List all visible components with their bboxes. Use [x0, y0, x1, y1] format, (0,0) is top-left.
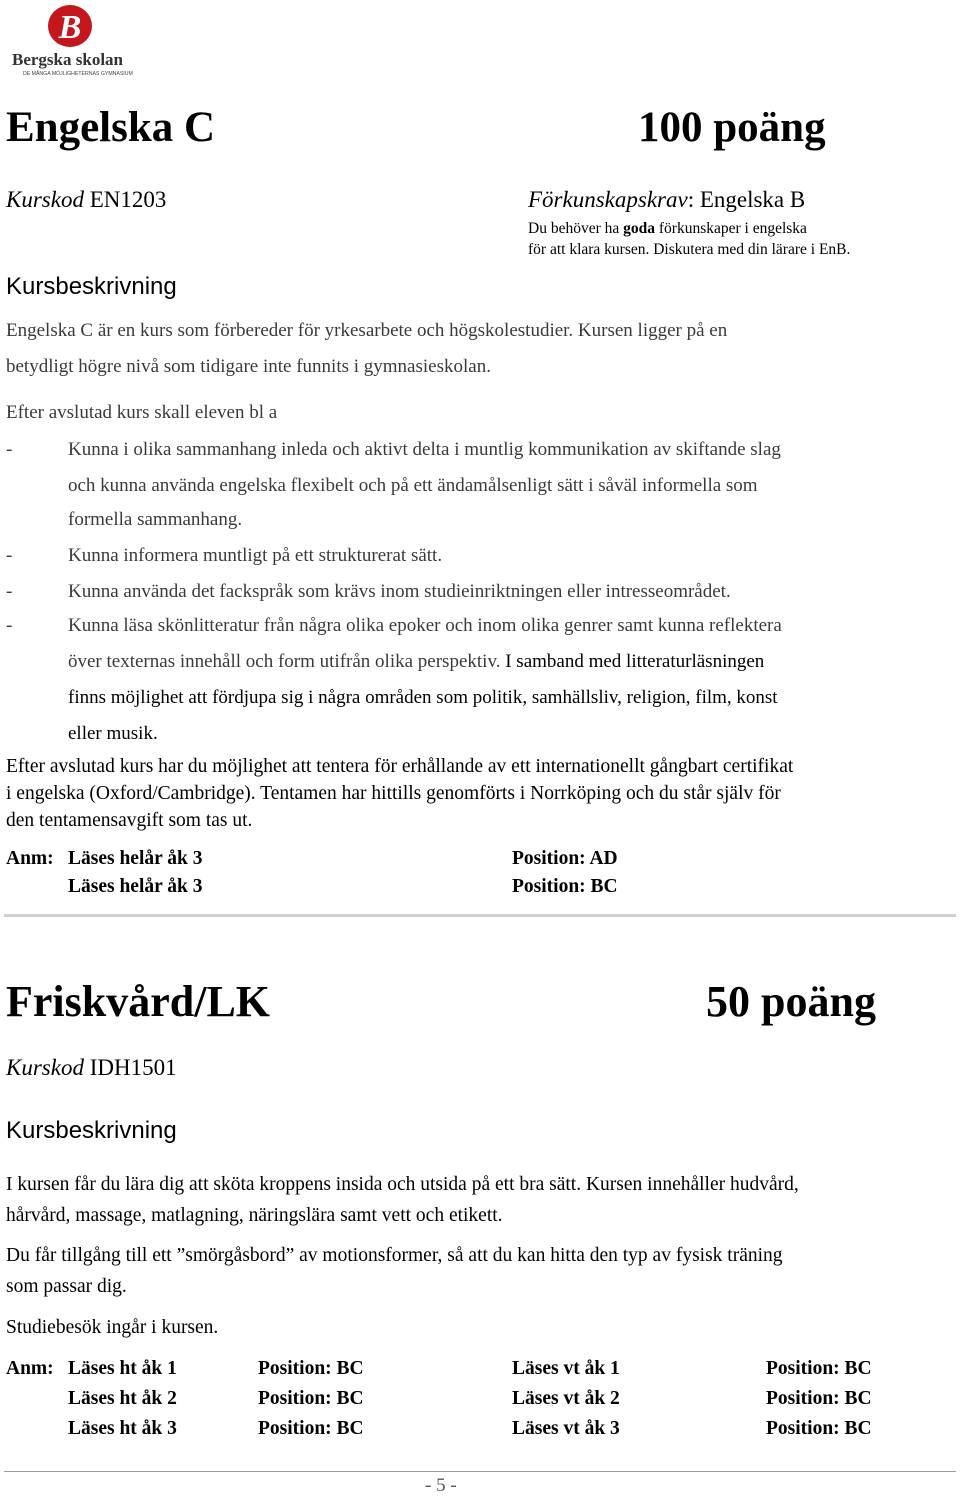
prereq-note-line: för att klara kursen. Diskutera med din lärare i EnB.: [528, 241, 851, 258]
course-notes-table: [6, 1354, 956, 1446]
certificate-info: Efter avslutad kurs har du möjlighet att tentera för erhållande av ett internationellt gångbart certifikat i engelska (Oxford/Cambridge). Tentamen har hittills genomförts i Norrköping och du står själv för den tentamensavgift som tas ut.: [6, 756, 794, 831]
course-description: I kursen får du lära dig att sköta kroppens insida och utsida på ett bra sätt. Kursen innehåller hudvård, hårvård, massage, matlagning, näringslära samt vett och etikett.: [6, 1174, 799, 1226]
position: Position: AD: [512, 848, 618, 869]
read-period: Läses helår åk 3: [68, 848, 203, 869]
read-period-ht: Läses ht åk 1: [68, 1358, 177, 1379]
logo-name: Bergska skolan: [12, 50, 123, 69]
course-points: 100 poäng: [638, 104, 826, 151]
position: Position: BC: [258, 1358, 364, 1379]
read-period-vt: Läses vt åk 3: [512, 1418, 620, 1439]
prereq-note-emphasis: goda: [623, 220, 655, 237]
position: Position: BC: [258, 1388, 364, 1409]
read-period-ht: Läses ht åk 2: [68, 1388, 177, 1409]
page-number: - 5 -: [425, 1475, 457, 1496]
course-code-value: IDH1501: [89, 1055, 177, 1080]
course-code: [6, 1056, 177, 1079]
read-period-vt: Läses vt åk 1: [512, 1358, 620, 1379]
notes-label: Anm:: [6, 1358, 54, 1379]
position: Position: BC: [766, 1358, 872, 1379]
prereq-note-line: Du behöver ha goda förkunskaper i engelska: [528, 220, 807, 237]
goals-list: - Kunna i olika sammanhang inleda och aktivt delta i muntlig kommunikation av skiftande slag och kunna använda engelska flexibelt och på ett ändamålsenligt sätt i såväl informella som formella sammanhang. - Kunna informera muntligt på ett strukturerat sätt. - Kunna använda det fackspråk som krävs inom studieinriktningen eller intresseområdet. - Kunna läsa skönlitteratur från några olika epoker och inom olika genrer samt kunna reflektera över texternas innehåll och form utifrån olika perspektiv. I samband med litteraturläsningen finns möjlighet att fördjupa sig i några områden som politik, samhällsliv, religion, film, konst eller musik.: [6, 439, 782, 744]
notes-label: Anm:: [6, 848, 54, 869]
course-code-label: Kurskod: [6, 1055, 84, 1080]
description-heading: Kursbeskrivning: [6, 1117, 177, 1144]
course-title: Engelska C: [6, 104, 216, 151]
course-title: Friskvård/LK: [6, 977, 271, 1026]
footer-divider: [4, 1471, 956, 1472]
prerequisites: [528, 188, 805, 211]
read-period-ht: Läses ht åk 3: [68, 1418, 177, 1439]
read-period-vt: Läses vt åk 2: [512, 1388, 620, 1409]
position: Position: BC: [512, 876, 618, 897]
position: Position: BC: [766, 1418, 872, 1439]
description-heading: Kursbeskrivning: [6, 273, 177, 300]
position: Position: BC: [258, 1418, 364, 1439]
course-code-value: EN1203: [89, 187, 167, 212]
goals-intro: Efter avslutad kurs skall eleven bl a: [6, 402, 278, 423]
course-code: [6, 188, 166, 211]
course-points: 50 poäng: [706, 977, 876, 1026]
position: Position: BC: [766, 1388, 872, 1409]
course-description: Du får tillgång till ett ”smörgåsbord” av motionsformer, så att du kan hitta den typ av fysisk träning som passar dig.: [6, 1245, 783, 1297]
section-divider: [4, 914, 956, 917]
school-logo: [10, 4, 135, 78]
read-period: Läses helår åk 3: [68, 876, 203, 897]
course-intro: Engelska C är en kurs som förbereder för yrkesarbete och högskolestudier. Kursen ligger på en betydligt högre nivå som tidigare inte funnits i gymnasieskolan.: [6, 320, 728, 377]
bergska-logo-icon: [10, 4, 135, 78]
prereq-label: Förkunskapskrav: [528, 187, 688, 212]
course-code-label: Kurskod: [6, 187, 84, 212]
course-notes: [6, 845, 946, 901]
study-visit-note: Studiebesök ingår i kursen.: [6, 1317, 219, 1338]
prereq-value: : Engelska B: [687, 187, 806, 212]
logo-tagline: DE MÅNGA MÖJLIGHETERNAS GYMNASIUM: [23, 71, 133, 77]
logo-letter: B: [58, 9, 82, 46]
